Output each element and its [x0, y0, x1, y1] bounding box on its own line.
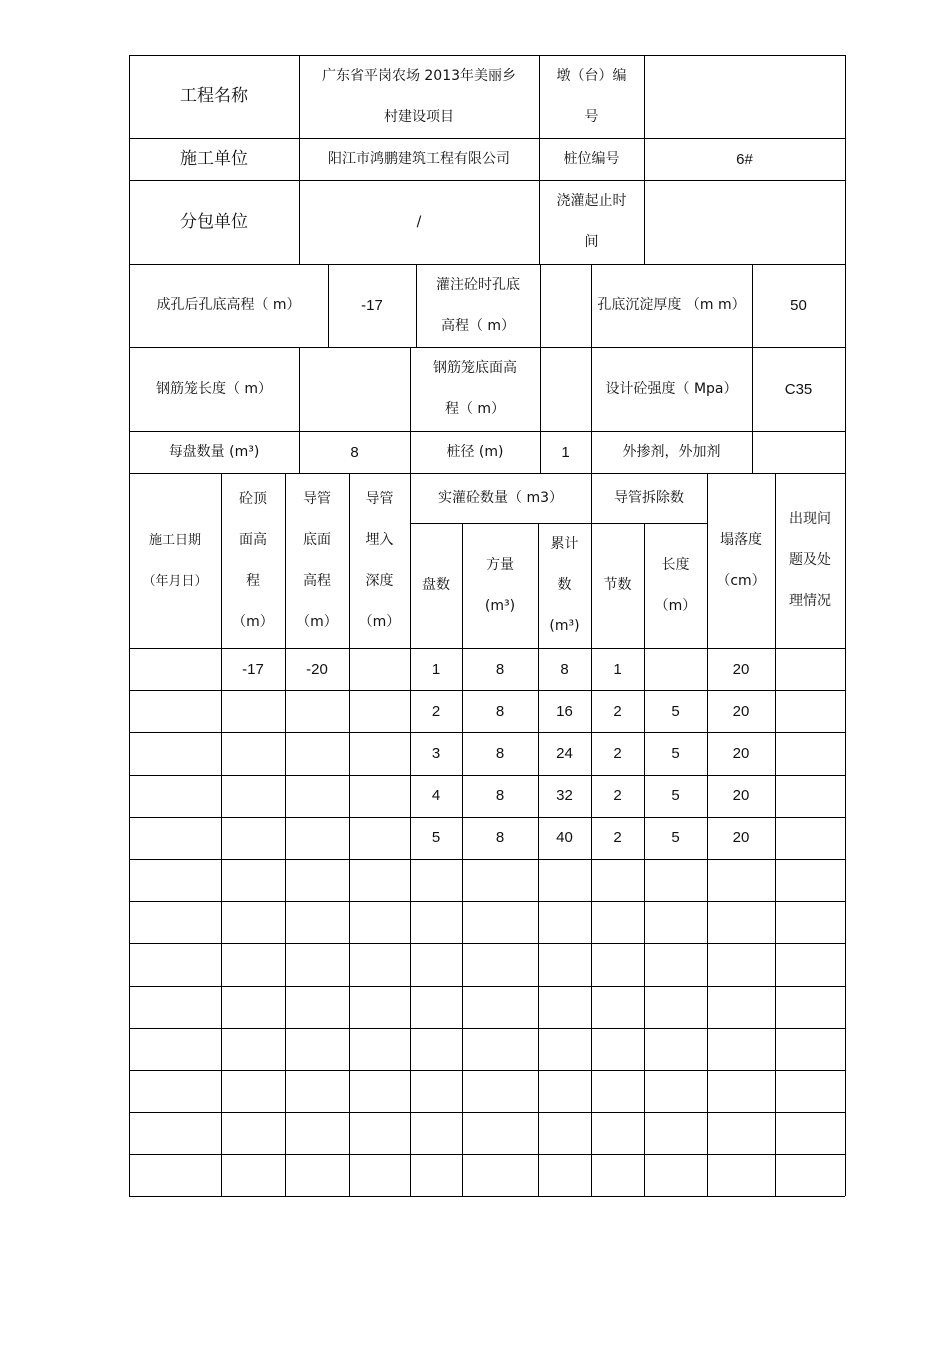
row-5-length[interactable]: 5: [671, 829, 680, 847]
col-tube-bottom-l4: （m）: [296, 613, 338, 630]
row-9-slump[interactable]: [707, 986, 775, 1028]
row-4-tube-bottom[interactable]: [285, 775, 349, 817]
col-cumulative-header: [538, 523, 591, 648]
col-batch-header: 盘数: [422, 577, 450, 593]
row-6-sections[interactable]: [591, 859, 644, 901]
project-name-line1: 广东省平岗农场 2013年美丽乡: [321, 67, 517, 84]
col-tube-depth-l1: 导管: [365, 490, 394, 507]
row-10-volume[interactable]: [462, 1028, 538, 1070]
row-5-top-elev[interactable]: [221, 817, 285, 859]
col-date-line1: 施工日期: [148, 532, 201, 548]
row-8-cumulative[interactable]: [538, 943, 591, 985]
row-7-date[interactable]: [129, 901, 221, 943]
pour-hole-bottom-label-line1: 灌注砼时孔底: [436, 276, 520, 293]
row-10-tube-depth[interactable]: [349, 1028, 410, 1070]
row-7-volume[interactable]: [462, 901, 538, 943]
col-cumulative-l1: 累计: [550, 536, 579, 552]
row-11-date[interactable]: [129, 1070, 221, 1112]
col-date-line2: （年月日）: [142, 573, 208, 589]
row-1-length[interactable]: [644, 648, 707, 690]
col-issues-l2: 题及处: [789, 552, 831, 568]
row-9-cumulative[interactable]: [538, 986, 591, 1028]
row-9-tube-bottom[interactable]: [285, 986, 349, 1028]
row-4-cumulative[interactable]: 32: [556, 787, 573, 805]
row-8-length[interactable]: [644, 943, 707, 985]
row-7-cumulative[interactable]: [538, 901, 591, 943]
cage-bottom-label-line1: 钢筋笼底面高: [433, 360, 517, 376]
admixture-value[interactable]: [752, 431, 845, 473]
contractor-value[interactable]: 阳江市鸿鹏建筑工程有限公司: [328, 150, 510, 167]
batch-qty-value[interactable]: 8: [350, 443, 359, 461]
batch-qty-label: 每盘数量 (m³): [168, 443, 260, 460]
row-7-top-elev[interactable]: [221, 901, 285, 943]
row-12-tube-depth[interactable]: [349, 1112, 410, 1154]
row-12-volume[interactable]: [462, 1112, 538, 1154]
row-4-volume[interactable]: 8: [495, 787, 505, 805]
row-1-date[interactable]: [129, 648, 221, 690]
hole-bottom-elev-value[interactable]: -17: [361, 297, 383, 314]
row-5-issues[interactable]: [775, 817, 845, 859]
pour-time-label-line1: 浇灌起止时: [556, 193, 627, 209]
cage-bottom-label: [410, 347, 540, 431]
row-1-batch[interactable]: 1: [431, 660, 441, 678]
row-10-batch[interactable]: [410, 1028, 462, 1070]
cage-bottom-value[interactable]: [540, 347, 591, 431]
row-13-tube-depth[interactable]: [349, 1154, 410, 1196]
row-3-length[interactable]: 5: [671, 744, 680, 762]
row-3-slump[interactable]: 20: [732, 744, 750, 762]
row-13-sections[interactable]: [591, 1154, 644, 1196]
row-2-tube-depth[interactable]: [349, 690, 410, 732]
row-5-batch[interactable]: 5: [431, 829, 441, 847]
row-13-issues[interactable]: [775, 1154, 845, 1196]
row-1-slump[interactable]: 20: [732, 660, 750, 678]
row-2-length[interactable]: 5: [671, 702, 680, 720]
row-11-volume[interactable]: [462, 1070, 538, 1112]
row-8-slump[interactable]: [707, 943, 775, 985]
row-3-batch[interactable]: 3: [431, 744, 441, 762]
col-date-header: [129, 473, 221, 648]
row-7-tube-bottom[interactable]: [285, 901, 349, 943]
row-6-tube-bottom[interactable]: [285, 859, 349, 901]
row-8-batch[interactable]: [410, 943, 462, 985]
row-5-sections[interactable]: 2: [613, 829, 622, 847]
col-volume-l2: (m³): [484, 597, 516, 614]
cage-length-value[interactable]: [299, 347, 410, 431]
row-3-top-elev[interactable]: [221, 732, 285, 774]
row-11-cumulative[interactable]: [538, 1070, 591, 1112]
pier-no-label: [539, 55, 644, 138]
row-6-issues[interactable]: [775, 859, 845, 901]
pier-no-value[interactable]: [644, 55, 845, 138]
pour-time-label: [539, 180, 644, 264]
row-4-top-elev[interactable]: [221, 775, 285, 817]
row-7-tube-depth[interactable]: [349, 901, 410, 943]
row-4-issues[interactable]: [775, 775, 845, 817]
row-3-sections[interactable]: 2: [613, 744, 622, 762]
contractor-label: 施工单位: [180, 148, 248, 169]
row-11-tube-bottom[interactable]: [285, 1070, 349, 1112]
row-2-cumulative[interactable]: 16: [556, 702, 573, 720]
row-11-slump[interactable]: [707, 1070, 775, 1112]
row-9-tube-depth[interactable]: [349, 986, 410, 1028]
row-5-tube-depth[interactable]: [349, 817, 410, 859]
row-12-date[interactable]: [129, 1112, 221, 1154]
col-tube-bottom-header: [285, 473, 349, 648]
col-top-elev-l4: （m）: [232, 613, 274, 630]
col-length-header: [644, 523, 707, 648]
col-issues-l1: 出现问: [789, 511, 831, 527]
row-3-volume[interactable]: 8: [495, 744, 505, 762]
row-12-slump[interactable]: [707, 1112, 775, 1154]
sediment-label: 孔底沉淀厚度 （m m）: [597, 297, 746, 313]
row-5-cumulative[interactable]: 40: [556, 829, 573, 847]
row-4-sections[interactable]: 2: [613, 787, 622, 805]
row-2-date[interactable]: [129, 690, 221, 732]
subcontractor-label: 分包单位: [180, 211, 248, 232]
row-2-top-elev[interactable]: [221, 690, 285, 732]
row-6-batch[interactable]: [410, 859, 462, 901]
col-volume-header: [462, 523, 538, 648]
row-1-tube-depth[interactable]: [349, 648, 410, 690]
row-11-batch[interactable]: [410, 1070, 462, 1112]
row-2-issues[interactable]: [775, 690, 845, 732]
col-top-elev-l1: 砼顶: [238, 490, 267, 507]
row-10-issues[interactable]: [775, 1028, 845, 1070]
row-11-issues[interactable]: [775, 1070, 845, 1112]
row-1-issues[interactable]: [775, 648, 845, 690]
pier-no-label-line2: 号: [584, 108, 599, 125]
row-3-tube-bottom[interactable]: [285, 732, 349, 774]
pier-no-label-line1: 墩（台）编: [556, 67, 627, 84]
col-cumulative-l2: 数: [557, 577, 572, 593]
col-actual-pour-group: 实灌砼数量（ m3）: [438, 489, 563, 506]
row-12-cumulative[interactable]: [538, 1112, 591, 1154]
row-10-length[interactable]: [644, 1028, 707, 1070]
row-13-date[interactable]: [129, 1154, 221, 1196]
row-13-tube-bottom[interactable]: [285, 1154, 349, 1196]
col-length-l2: （m）: [654, 597, 697, 614]
row-6-date[interactable]: [129, 859, 221, 901]
row-12-batch[interactable]: [410, 1112, 462, 1154]
row-13-length[interactable]: [644, 1154, 707, 1196]
subcontractor-value[interactable]: /: [416, 213, 422, 230]
col-slump-header: [707, 473, 775, 648]
row-10-sections[interactable]: [591, 1028, 644, 1070]
pour-hole-bottom-label: [416, 264, 540, 347]
row-4-date[interactable]: [129, 775, 221, 817]
row-8-tube-bottom[interactable]: [285, 943, 349, 985]
col-length-l1: 长度: [661, 556, 690, 573]
row-1-cumulative[interactable]: 8: [560, 660, 569, 678]
col-top-elev-l2: 面高: [238, 531, 267, 548]
row-6-length[interactable]: [644, 859, 707, 901]
row-10-slump[interactable]: [707, 1028, 775, 1070]
row-6-cumulative[interactable]: [538, 859, 591, 901]
row-12-tube-bottom[interactable]: [285, 1112, 349, 1154]
row-8-top-elev[interactable]: [221, 943, 285, 985]
pile-dia-value[interactable]: 1: [561, 443, 570, 461]
row-7-issues[interactable]: [775, 901, 845, 943]
sediment-value[interactable]: 50: [790, 297, 807, 314]
row-2-tube-bottom[interactable]: [285, 690, 349, 732]
row-9-top-elev[interactable]: [221, 986, 285, 1028]
row-10-top-elev[interactable]: [221, 1028, 285, 1070]
col-slump-l1: 塌落度: [720, 531, 762, 548]
row-6-slump[interactable]: [707, 859, 775, 901]
row-1-tube-bottom[interactable]: -20: [306, 660, 328, 678]
pour-time-value[interactable]: [644, 180, 845, 264]
row-2-sections[interactable]: 2: [613, 702, 622, 720]
row-8-date[interactable]: [129, 943, 221, 985]
row-2-batch[interactable]: 2: [431, 702, 441, 720]
row-13-batch[interactable]: [410, 1154, 462, 1196]
row-5-volume[interactable]: 8: [495, 829, 505, 847]
project-name-label: 工程名称: [180, 86, 248, 106]
row-12-top-elev[interactable]: [221, 1112, 285, 1154]
row-6-volume[interactable]: [462, 859, 538, 901]
pour-hole-bottom-label-line2: 高程（ m）: [440, 317, 516, 334]
col-tube-removal-group: 导管拆除数: [614, 489, 684, 506]
row-13-volume[interactable]: [462, 1154, 538, 1196]
cage-bottom-label-line2: 程（ m）: [444, 401, 506, 417]
row-6-top-elev[interactable]: [221, 859, 285, 901]
col-top-elev-header: [221, 473, 285, 648]
row-9-length[interactable]: [644, 986, 707, 1028]
row-3-cumulative[interactable]: 24: [556, 744, 573, 762]
row-1-volume[interactable]: 8: [495, 660, 505, 678]
pile-dia-label: 桩径 (m): [446, 443, 504, 460]
col-slump-l2: （cm）: [716, 572, 766, 589]
row-9-volume[interactable]: [462, 986, 538, 1028]
design-strength-value[interactable]: C35: [784, 380, 813, 398]
row-10-cumulative[interactable]: [538, 1028, 591, 1070]
row-11-top-elev[interactable]: [221, 1070, 285, 1112]
row-5-date[interactable]: [129, 817, 221, 859]
row-10-tube-bottom[interactable]: [285, 1028, 349, 1070]
row-12-issues[interactable]: [775, 1112, 845, 1154]
row-4-length[interactable]: 5: [671, 787, 680, 805]
row-3-issues[interactable]: [775, 732, 845, 774]
project-name-value: [299, 55, 539, 138]
col-tube-depth-header: [349, 473, 410, 648]
row-4-tube-depth[interactable]: [349, 775, 410, 817]
row-11-length[interactable]: [644, 1070, 707, 1112]
row-13-slump[interactable]: [707, 1154, 775, 1196]
row-13-top-elev[interactable]: [221, 1154, 285, 1196]
row-7-batch[interactable]: [410, 901, 462, 943]
col-volume-l1: 方量: [486, 556, 514, 573]
row-5-slump[interactable]: 20: [732, 829, 750, 847]
pile-no-label: 桩位编号: [563, 150, 620, 167]
row-12-sections[interactable]: [591, 1112, 644, 1154]
row-2-slump[interactable]: 20: [732, 702, 750, 720]
row-13-cumulative[interactable]: [538, 1154, 591, 1196]
row-2-volume[interactable]: 8: [495, 702, 505, 720]
row-8-issues[interactable]: [775, 943, 845, 985]
row-7-slump[interactable]: [707, 901, 775, 943]
col-issues-l3: 理情况: [789, 593, 831, 609]
row-10-date[interactable]: [129, 1028, 221, 1070]
row-1-top-elev[interactable]: -17: [242, 660, 264, 678]
row-4-batch[interactable]: 4: [431, 787, 441, 805]
pile-pour-record-form: [129, 55, 845, 1196]
col-top-elev-l3: 程: [245, 572, 260, 589]
pour-time-label-line2: 间: [584, 234, 599, 250]
row-3-tube-depth[interactable]: [349, 732, 410, 774]
hole-bottom-elev-label: 成孔后孔底高程（ m）: [156, 297, 301, 313]
row-9-batch[interactable]: [410, 986, 462, 1028]
admixture-label: 外掺剂，外加剂: [622, 443, 721, 460]
pile-no-value[interactable]: 6#: [736, 150, 753, 168]
project-name-line2: 村建设项目: [384, 108, 454, 125]
design-strength-label: 设计砼强度（ Mpa）: [605, 380, 738, 397]
cage-length-label: 钢筋笼长度（ m）: [155, 380, 273, 397]
col-tube-depth-l3: 深度: [365, 572, 394, 589]
row-8-sections[interactable]: [591, 943, 644, 985]
col-sections-header: 节数: [603, 577, 632, 593]
pour-hole-bottom-value[interactable]: [540, 264, 591, 347]
col-issues-header: [775, 473, 845, 648]
col-cumulative-l3: (m³): [549, 618, 580, 634]
row-5-tube-bottom[interactable]: [285, 817, 349, 859]
row-11-sections[interactable]: [591, 1070, 644, 1112]
row-8-volume[interactable]: [462, 943, 538, 985]
row-8-tube-depth[interactable]: [349, 943, 410, 985]
row-3-date[interactable]: [129, 732, 221, 774]
row-7-length[interactable]: [644, 901, 707, 943]
col-tube-bottom-l3: 高程: [302, 572, 331, 589]
row-11-tube-depth[interactable]: [349, 1070, 410, 1112]
row-7-sections[interactable]: [591, 901, 644, 943]
row-9-date[interactable]: [129, 986, 221, 1028]
row-1-sections[interactable]: 1: [613, 660, 622, 678]
row-6-tube-depth[interactable]: [349, 859, 410, 901]
row-4-slump[interactable]: 20: [732, 787, 750, 805]
row-9-sections[interactable]: [591, 986, 644, 1028]
row-12-length[interactable]: [644, 1112, 707, 1154]
row-9-issues[interactable]: [775, 986, 845, 1028]
col-tube-bottom-l1: 导管: [302, 490, 331, 507]
col-tube-bottom-l2: 底面: [302, 531, 331, 548]
col-tube-depth-l4: （m）: [358, 613, 401, 630]
col-tube-depth-l2: 埋入: [365, 531, 394, 548]
